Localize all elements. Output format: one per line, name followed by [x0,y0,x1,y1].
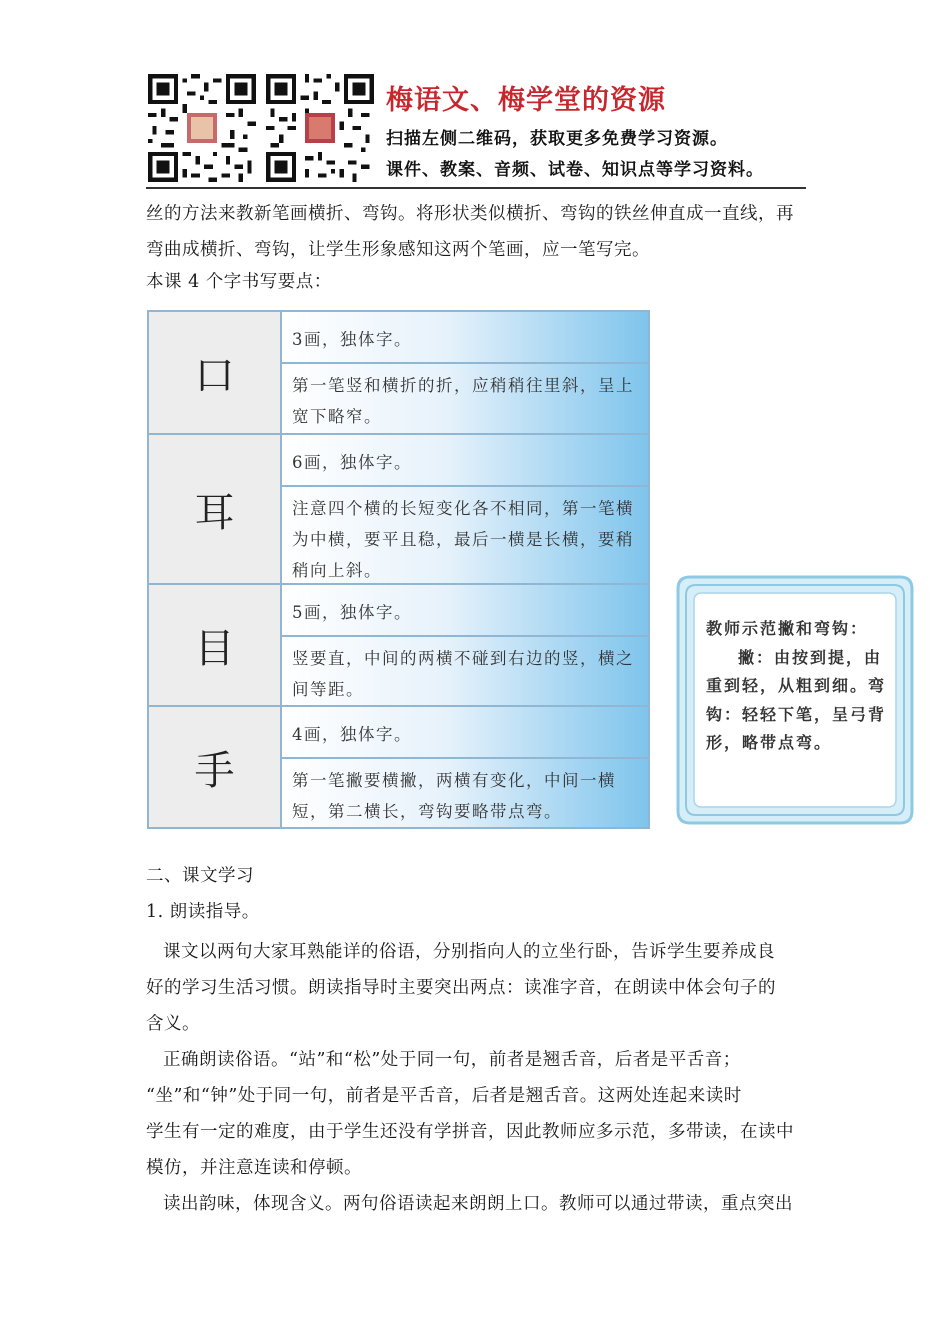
writing-tip: 注意四个横的长短变化各不相同，第一笔横为中横，要平且稳，最后一横是长横，要稍稍向上斜。 [282,487,648,585]
table-row [149,707,648,827]
header-divider [146,187,806,189]
subsection-heading: 1. 朗读指导。 [146,902,260,922]
note-title: 教师示范撇和弯钩： [706,619,869,638]
intro-line: 弯曲成横折、弯钩，让学生形象感知这两个笔画，应一笔写完。 [146,240,650,260]
qr-code-icon[interactable] [266,74,374,182]
stroke-count: 6画，独体字。 [282,435,648,487]
body-line: 课文以两句大家耳熟能详的俗语，分别指向人的立坐行卧，告诉学生要养成良 [163,942,775,962]
header-title: 梅语文、梅学堂的资源 [386,85,666,116]
body-line: 学生有一定的难度，由于学生还没有学拼音，因此教师应多示范，多带读，在读中 [146,1122,794,1142]
table-char: 耳 [149,435,282,585]
table-char: 口 [149,312,282,435]
writing-tip: 第一笔竖和横折的折，应稍稍往里斜，呈上宽下略窄。 [282,364,648,435]
note-body: 撇：由按到提，由重到轻，从粗到细。弯钩：轻轻下笔，呈弓背形，略带点弯。 [706,647,887,752]
table-char: 目 [149,585,282,707]
intro-line: 丝的方法来教新笔画横折、弯钩。将形状类似横折、弯钩的铁丝伸直成一直线，再 [146,204,794,224]
table-char: 手 [149,707,282,827]
stroke-count: 3画，独体字。 [282,312,648,364]
writing-points-table [147,310,650,829]
section-heading: 二、课文学习 [146,866,254,886]
qr-code-icon[interactable] [148,74,256,182]
note-text [706,615,886,758]
stroke-count: 5画，独体字。 [282,585,648,637]
table-row [149,312,648,435]
body-line: 正确朗读俗语。“站”和“松”处于同一句，前者是翘舌音，后者是平舌音； [163,1050,741,1070]
intro-paragraph [146,196,810,300]
body-line: 好的学习生活习惯。朗读指导时主要突出两点：读准字音，在朗读中体会句子的 [146,978,776,998]
body-line: 读出韵味，体现含义。两句俗语读起来朗朗上口。教师可以通过带读，重点突出 [163,1194,793,1214]
writing-tip: 竖要直，中间的两横不碰到右边的竖，横之间等距。 [282,637,648,707]
section-lesson-study [146,858,810,1222]
table-row [149,435,648,585]
resource-header [146,72,806,189]
intro-line: 本课 4 个字书写要点： [146,272,332,292]
header-line-2: 课件、教案、音频、试卷、知识点等学习资料。 [386,160,764,180]
body-line: “坐”和“钟”处于同一句，前者是平舌音，后者是翘舌音。这两处连起来读时 [146,1086,742,1106]
writing-tip: 第一笔撇要横撇，两横有变化，中间一横短，第二横长，弯钩要略带点弯。 [282,759,648,827]
body-line: 含义。 [146,1014,200,1034]
header-line-1: 扫描左侧二维码，获取更多免费学习资源。 [386,129,728,149]
body-line: 模仿，并注意连读和停顿。 [146,1158,362,1178]
stroke-count: 4画，独体字。 [282,707,648,759]
table-row [149,585,648,707]
teacher-demo-note [676,575,914,825]
